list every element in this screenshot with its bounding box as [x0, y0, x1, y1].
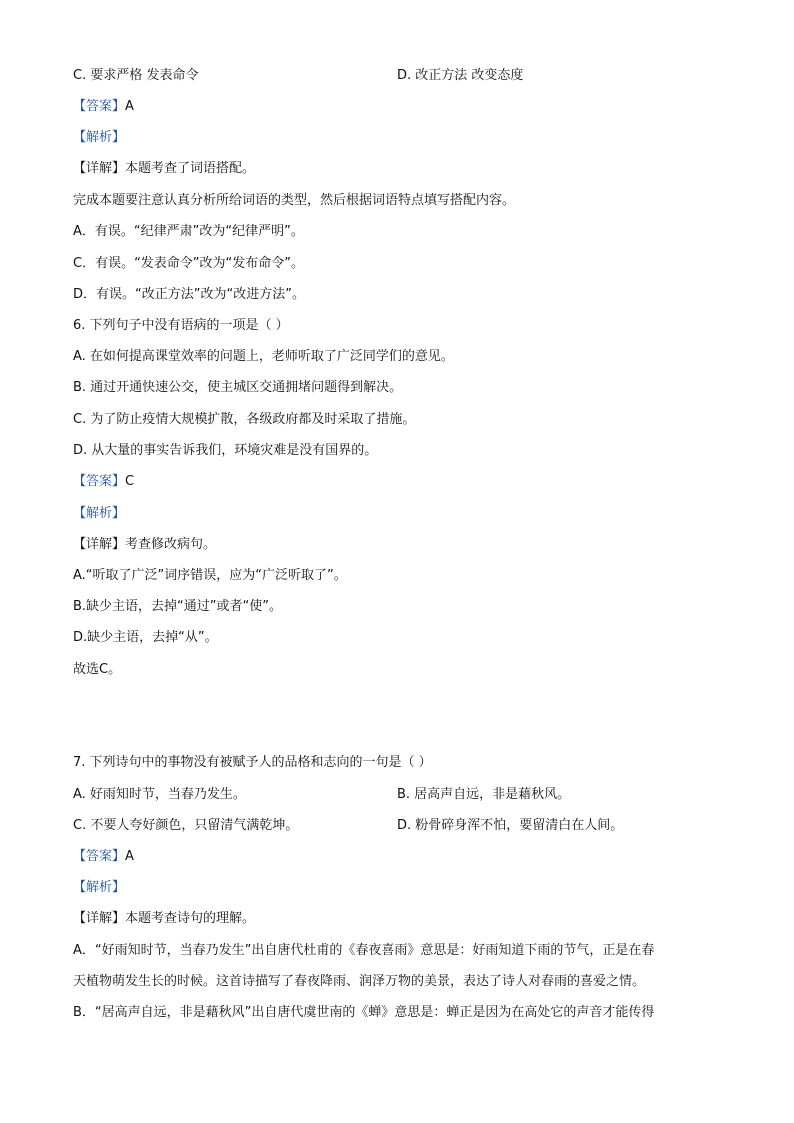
q5-detail-line: D．有误。“改正方法”改为“改进方法”。 [73, 287, 305, 302]
q5-detail-line: C．有误。“发表命令”改为“发布命令”。 [73, 256, 305, 271]
answer-tag: 【答案】 [73, 474, 126, 489]
q5-option-d: D. 改正方法 改变态度 [397, 68, 524, 83]
q7-option-a: A. 好雨知时节，当春乃发生。 [73, 787, 246, 802]
q7-answer [73, 848, 134, 866]
detail-text: 本题考查了词语搭配。 [125, 161, 256, 176]
q7-stem: 7. 下列诗句中的事物没有被赋予人的品格和志向的一句是（ ） [73, 755, 432, 770]
answer-value: A [125, 849, 134, 864]
q7-option-d: D. 粉骨碎身浑不怕，要留清白在人间。 [397, 818, 624, 833]
q5-answer [73, 98, 134, 116]
q6-analysis-tag: 【解析】 [73, 506, 126, 521]
q6-detail-line: B.缺少主语，去掉“通过”或者“使”。 [73, 599, 282, 614]
answer-value: C [125, 474, 135, 489]
q7-option-c: C. 不要人夸好颜色，只留清气满乾坤。 [73, 818, 299, 833]
q6-option-d: D. 从大量的事实告诉我们，环境灾难是没有国界的。 [73, 443, 378, 458]
q5-option-c: C. 要求严格 发表命令 [73, 68, 199, 83]
q6-answer [73, 473, 134, 491]
detail-tag: 【详解】 [73, 537, 126, 552]
q6-option-c: C. 为了防止疫情大规模扩散，各级政府都及时采取了措施。 [73, 412, 416, 427]
q5-analysis-tag: 【解析】 [73, 130, 126, 145]
q6-option-b: B. 通过开通快速公交，使主城区交通拥堵问题得到解决。 [73, 380, 403, 395]
q5-detail [73, 160, 255, 178]
q6-stem: 6. 下列句子中没有语病的一项是（ ） [73, 318, 289, 333]
answer-tag: 【答案】 [73, 99, 126, 114]
detail-tag: 【详解】 [73, 911, 126, 926]
detail-text: 本题考查诗句的理解。 [125, 911, 256, 926]
q5-detail-line: 完成本题要注意认真分析所给词语的类型，然后根据词语特点填写搭配内容。 [73, 193, 516, 208]
answer-tag: 【答案】 [73, 849, 126, 864]
q7-analysis-tag: 【解析】 [73, 880, 126, 895]
detail-tag: 【详解】 [73, 161, 126, 176]
q7-detail-line: 天植物萌发生长的时候。这首诗描写了春夜降雨、润泽万物的美景，表达了诗人对春雨的喜爱之情。 [73, 974, 646, 989]
q6-detail [73, 536, 216, 554]
q6-detail-line: 故选C。 [73, 662, 122, 677]
q6-detail-line: A.“听取了广泛”词序错误，应为“广泛听取了”。 [73, 568, 347, 583]
q7-detail-line: B．“居高声自远，非是藉秋风”出自唐代虞世南的《蝉》意思是：蝉正是因为在高处它的声音才能传得 [73, 1005, 655, 1020]
detail-text: 考查修改病句。 [125, 537, 217, 552]
answer-value: A [125, 99, 134, 114]
q7-detail [73, 910, 255, 928]
q5-detail-line: A．有误。“纪律严肃”改为“纪律严明”。 [73, 224, 304, 239]
q7-detail-line: A．“好雨知时节，当春乃发生”出自唐代杜甫的《春夜喜雨》意思是：好雨知道下雨的节气，正是在春 [73, 943, 655, 958]
q6-option-a: A. 在如何提高课堂效率的问题上，老师听取了广泛同学们的意见。 [73, 349, 454, 364]
q6-detail-line: D.缺少主语，去掉“从”。 [73, 630, 218, 645]
q7-option-b: B. 居高声自远，非是藉秋风。 [397, 787, 571, 802]
